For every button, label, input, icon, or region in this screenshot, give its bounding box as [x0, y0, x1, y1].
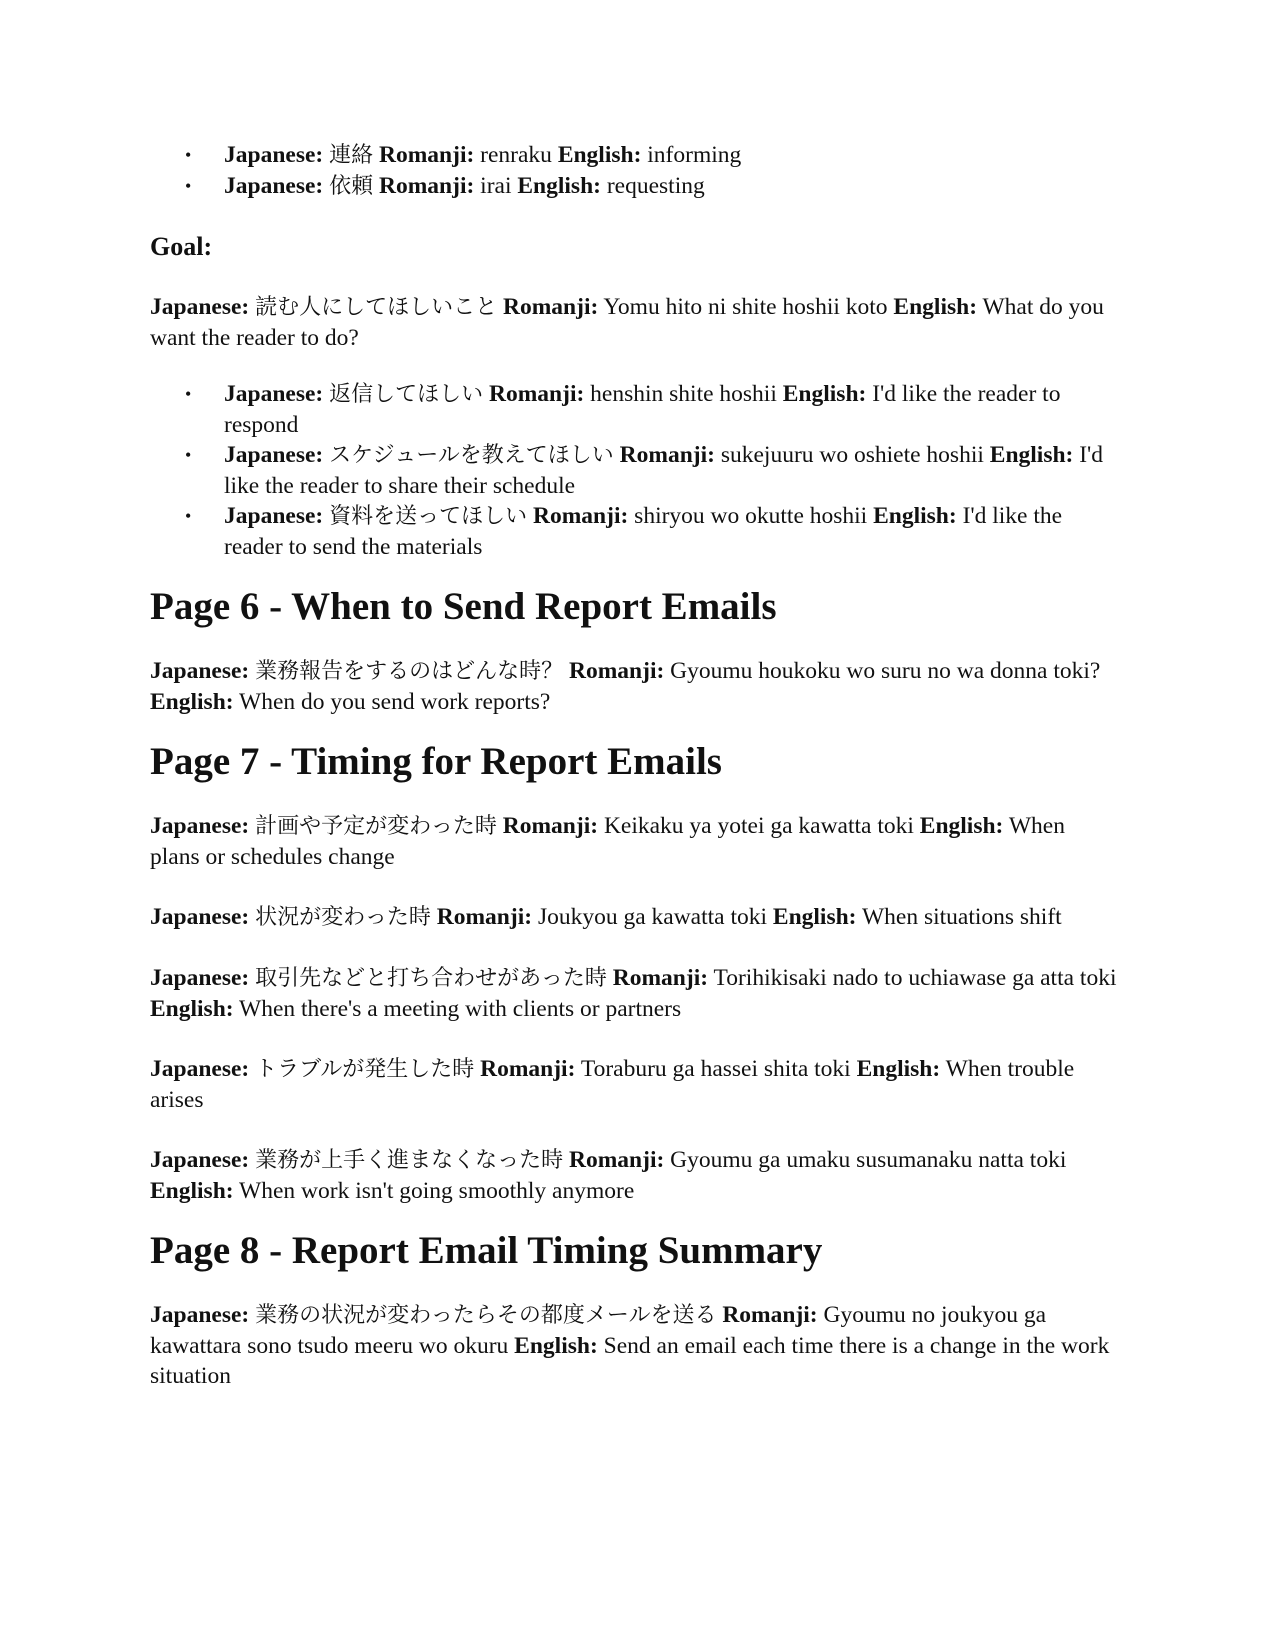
romanji-label: Romanji: [379, 142, 475, 168]
list-item [224, 440, 1120, 501]
romanji-text: shiryou wo okutte hoshii [634, 503, 868, 529]
japanese-text: 業務の状況が変わったらその都度メールを送る [255, 1303, 717, 1328]
document-page [150, 140, 1120, 1391]
english-label: English: [514, 1333, 598, 1359]
english-text: When plans or schedules change [150, 813, 1065, 870]
english-label: English: [873, 503, 957, 529]
japanese-label: Japanese: [150, 813, 250, 839]
romanji-label: Romanji: [502, 813, 599, 839]
japanese-label: Japanese: [224, 142, 324, 168]
entry-paragraph [150, 811, 1120, 872]
english-text: informing [647, 142, 742, 168]
japanese-text: 資料を送ってほしい [329, 504, 528, 529]
english-text: requesting [606, 173, 705, 199]
japanese-label: Japanese: [150, 294, 250, 320]
romanji-label: Romanji: [489, 381, 585, 407]
romanji-text: Gyoumu houkoku wo suru no wa donna toki? [670, 658, 1101, 684]
japanese-label: Japanese: [224, 173, 324, 199]
romanji-label: Romanji: [379, 173, 475, 199]
entry-paragraph [150, 1054, 1120, 1115]
japanese-text: 取引先などと打ち合わせがあった時 [255, 966, 607, 991]
english-text: I'd like the reader to respond [224, 381, 1061, 438]
romanji-label: Romanji: [503, 294, 599, 320]
romanji-text: Yomu hito ni shite hoshii koto [603, 294, 888, 320]
english-label: English: [772, 904, 857, 930]
japanese-label: Japanese: [150, 965, 250, 991]
romanji-text: Keikaku ya yotei ga kawatta toki [603, 813, 914, 839]
english-label: English: [150, 1178, 234, 1204]
english-text: I'd like the reader to share their schedule [224, 442, 1104, 499]
english-label: English: [557, 142, 642, 168]
english-label: English: [517, 173, 601, 199]
romanji-label: Romanji: [569, 658, 665, 684]
goal-paragraph [150, 292, 1120, 353]
section-heading-page-7: Page 7 - Timing for Report Emails [150, 740, 722, 783]
romanji-text: henshin shite hoshii [590, 381, 777, 407]
romanji-text: Gyoumu no joukyou ga kawattara sono tsudo meeru wo okuru [150, 1302, 1047, 1359]
japanese-text: 読む人にしてほしいこと [255, 295, 498, 320]
romanji-text: Joukyou ga kawatta toki [537, 904, 768, 930]
english-label: English: [150, 689, 234, 715]
romanji-label: Romanji: [619, 442, 715, 468]
japanese-label: Japanese: [150, 1056, 250, 1082]
japanese-label: Japanese: [150, 658, 250, 684]
list-item [224, 379, 1120, 440]
english-label: English: [856, 1056, 941, 1082]
romanji-text: Toraburu ga hassei shita toki [580, 1056, 851, 1082]
section-heading-page-8: Page 8 - Report Email Timing Summary [150, 1229, 823, 1272]
goal-heading: Goal: [150, 232, 213, 261]
japanese-text: 依頼 [329, 174, 374, 199]
japanese-text: 連絡 [329, 143, 374, 168]
japanese-label: Japanese: [224, 381, 324, 407]
entry-paragraph [150, 1145, 1120, 1206]
romanji-label: Romanji: [612, 965, 709, 991]
japanese-text: 返信してほしい [329, 382, 484, 407]
entry-paragraph [150, 902, 1120, 933]
english-label: English: [919, 813, 1004, 839]
romanji-label: Romanji: [533, 503, 629, 529]
english-text: When trouble arises [150, 1056, 1075, 1113]
romanji-text: Torihikisaki nado to uchiawase ga atta toki [713, 965, 1117, 991]
english-text: What do you want the reader to do? [150, 294, 1104, 351]
english-text: When work isn't going smoothly anymore [239, 1178, 635, 1204]
japanese-label: Japanese: [150, 1147, 250, 1173]
entry-paragraph [150, 656, 1120, 717]
goal-list [150, 379, 1120, 562]
romanji-label: Romanji: [480, 1056, 576, 1082]
english-text: I'd like the reader to send the materials [224, 503, 1063, 560]
romanji-label: Romanji: [569, 1147, 665, 1173]
english-text: When situations shift [861, 904, 1062, 930]
romanji-label: Romanji: [722, 1302, 818, 1328]
japanese-text: トラブルが発生した時 [255, 1057, 475, 1082]
romanji-text: sukejuuru wo oshiete hoshii [720, 442, 984, 468]
english-text: Send an email each time there is a change in the work situation [150, 1333, 1110, 1389]
japanese-text: 業務が上手く進まなくなった時 [255, 1148, 564, 1173]
japanese-text: 業務報告をするのはどんな時？ [255, 659, 564, 684]
english-label: English: [893, 294, 978, 320]
english-text: When do you send work reports? [239, 689, 551, 715]
entry-paragraph [150, 1300, 1120, 1391]
list-item [224, 140, 1120, 171]
japanese-text: 計画や予定が変わった時 [255, 814, 497, 839]
japanese-text: スケジュールを教えてほしい [329, 443, 614, 468]
english-label: English: [782, 381, 867, 407]
romanji-text: renraku [480, 142, 552, 168]
section-heading-page-6: Page 6 - When to Send Report Emails [150, 585, 777, 628]
romanji-text: irai [480, 173, 512, 199]
japanese-label: Japanese: [224, 442, 324, 468]
romanji-label: Romanji: [436, 904, 533, 930]
vocabulary-list [150, 140, 1120, 202]
japanese-label: Japanese: [224, 503, 324, 529]
list-item [224, 501, 1120, 562]
entry-paragraph [150, 963, 1120, 1024]
japanese-label: Japanese: [150, 904, 250, 930]
japanese-label: Japanese: [150, 1302, 250, 1328]
japanese-text: 状況が変わった時 [255, 905, 431, 930]
list-item [224, 171, 1120, 202]
romanji-text: Gyoumu ga umaku susumanaku natta toki [670, 1147, 1067, 1173]
english-label: English: [150, 996, 234, 1022]
english-text: When there's a meeting with clients or partners [239, 996, 682, 1022]
english-label: English: [989, 442, 1074, 468]
